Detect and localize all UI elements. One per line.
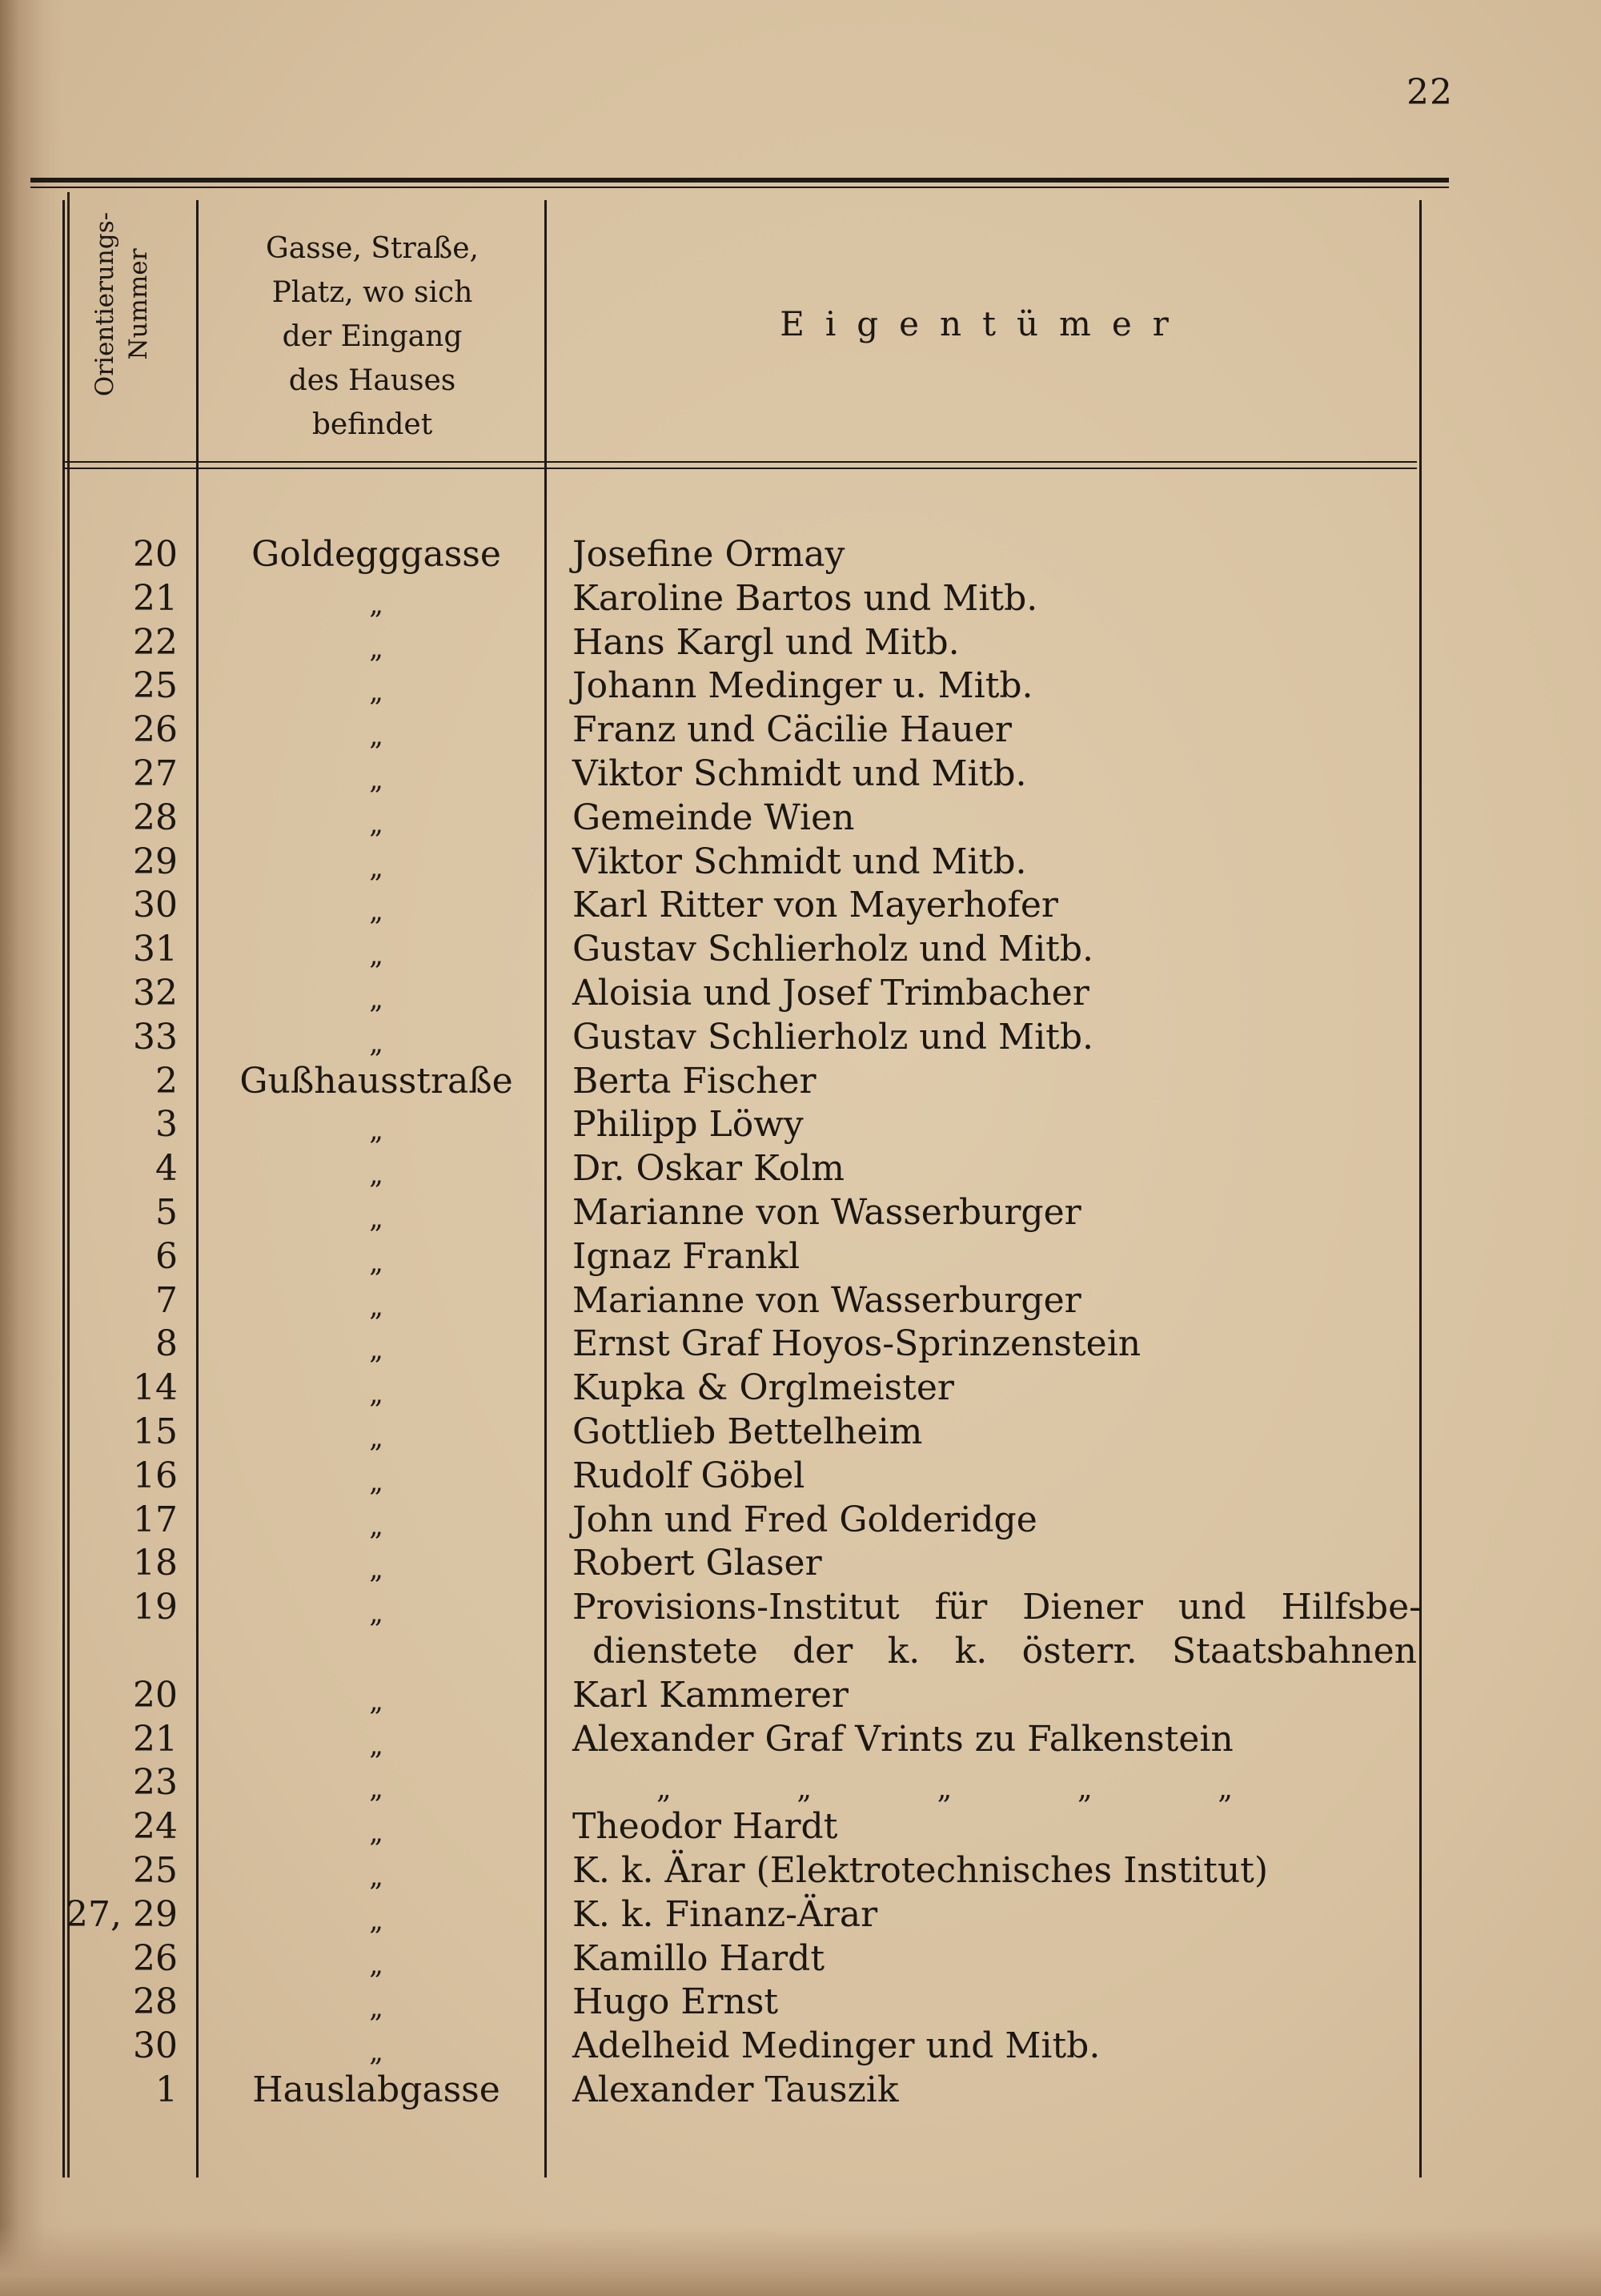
top-rule-thick: [30, 178, 1449, 183]
table-row: [0, 1717, 1601, 1761]
owner-ditto-mark: „: [1218, 1772, 1233, 1806]
header-rule-lower: [62, 468, 1417, 469]
header-number: [88, 192, 155, 416]
owner-name: John und Fred Golderidge: [572, 1499, 1037, 1540]
table-row: [0, 1234, 1601, 1278]
street-ditto-mark: „: [369, 1684, 383, 1717]
orientation-number: 27, 29: [66, 1893, 178, 1935]
orientation-number: 19: [133, 1587, 178, 1628]
table-row: [0, 708, 1601, 752]
table-row: [0, 1673, 1601, 1717]
owner-name: Aloisia und Josef Trimbacher: [572, 973, 1089, 1014]
orientation-number: 25: [133, 665, 178, 707]
orientation-number: 29: [133, 841, 178, 882]
table-row-continuation: [0, 1629, 1601, 1673]
street-ditto-mark: „: [369, 1728, 383, 1761]
orientation-number: 24: [133, 1806, 178, 1848]
owner-name: Franz und Cäcilie Hauer: [572, 709, 1012, 751]
table-row: [0, 664, 1601, 708]
orientation-number: 31: [133, 929, 178, 970]
street-ditto-mark: „: [369, 1553, 383, 1586]
orientation-number: 22: [133, 621, 178, 663]
header-number-line-2: Nummer: [124, 248, 153, 360]
table-row: [0, 1454, 1601, 1498]
orientation-number: 7: [155, 1279, 178, 1321]
table-row: [0, 1059, 1601, 1103]
orientation-number: 16: [133, 1455, 178, 1496]
header-street-line-2: Platz, wo sich: [271, 276, 473, 309]
owner-name: Ignaz Frankl: [572, 1235, 800, 1277]
header-street-line-5: befindet: [311, 408, 433, 441]
owner-name: Philipp Löwy: [572, 1104, 804, 1146]
table-row: [0, 1322, 1601, 1366]
orientation-number: 21: [133, 1718, 178, 1760]
street-ditto-mark: „: [369, 1290, 383, 1323]
orientation-number: 26: [133, 1937, 178, 1979]
table-row: [0, 752, 1601, 796]
owner-name: Dr. Oskar Kolm: [572, 1148, 845, 1190]
table-row: [0, 1278, 1601, 1323]
orientation-number: 15: [133, 1411, 178, 1452]
owner-name: Berta Fischer: [572, 1060, 817, 1102]
street-ditto-mark: „: [369, 851, 383, 884]
owner-ditto-mark: „: [656, 1772, 672, 1806]
page-bottom-edge: [0, 2226, 1601, 2296]
owner-name: Hugo Ernst: [572, 1981, 779, 2023]
table-row: [0, 927, 1601, 971]
table-row: [0, 620, 1601, 664]
table-row: [0, 1980, 1601, 2024]
owner-name: Alexander Graf Vrints zu Falkenstein: [572, 1718, 1234, 1760]
table-row: [0, 1893, 1601, 1937]
table-row: [0, 1937, 1601, 1981]
orientation-number: 28: [133, 1981, 178, 2023]
table-row: [0, 532, 1601, 576]
table-row: [0, 1146, 1601, 1190]
orientation-number: 28: [133, 797, 178, 838]
table-row: [0, 1015, 1601, 1059]
table-row: [0, 576, 1601, 620]
owner-ditto-mark: „: [796, 1772, 812, 1806]
orientation-number: 17: [133, 1499, 178, 1540]
orientation-number: 3: [155, 1104, 178, 1146]
owner-name: Karl Ritter von Mayerhofer: [572, 885, 1058, 926]
owner-name: Hans Kargl und Mitb.: [572, 621, 960, 663]
header-street-line-1: Gasse, Straße,: [266, 232, 479, 265]
street-ditto-mark: „: [369, 1992, 383, 2025]
table-row: [0, 1410, 1601, 1454]
owner-name: Gemeinde Wien: [572, 797, 855, 838]
orientation-number: 32: [133, 973, 178, 1014]
street-ditto-mark: „: [369, 1904, 383, 1937]
street-name: Hauslabgasse: [252, 2069, 500, 2110]
table-row: [0, 1804, 1601, 1848]
owner-name: Gustav Schlierholz und Mitb.: [572, 1016, 1094, 1058]
street-ditto-mark: „: [369, 1422, 383, 1454]
street-ditto-mark: „: [369, 588, 383, 620]
owner-name: Viktor Schmidt und Mitb.: [572, 841, 1027, 882]
table-row: [0, 796, 1601, 840]
orientation-number: 6: [155, 1235, 178, 1277]
orientation-number: 30: [133, 885, 178, 926]
street-name: Gußhausstraße: [239, 1060, 513, 1102]
owner-ditto-mark: „: [937, 1772, 953, 1806]
table-row: [0, 1366, 1601, 1410]
owner-name: Rudolf Göbel: [572, 1455, 805, 1496]
header-street: [200, 227, 544, 447]
owner-name: K. k. Ärar (Elektrotechnisches Institut): [572, 1850, 1268, 1891]
street-ditto-mark: „: [369, 720, 383, 753]
owner-name: Josefine Ormay: [572, 534, 845, 575]
table-row: [0, 1190, 1601, 1234]
owner-name: Gottlieb Bettelheim: [572, 1411, 923, 1452]
orientation-number: 14: [133, 1367, 178, 1409]
street-ditto-mark: „: [369, 807, 383, 840]
orientation-number: 21: [133, 577, 178, 619]
owner-name: Theodor Hardt: [572, 1806, 838, 1848]
street-ditto-mark: „: [369, 1509, 383, 1542]
street-ditto-mark: „: [369, 1246, 383, 1278]
orientation-number: 26: [133, 709, 178, 751]
street-ditto-mark: „: [369, 1114, 383, 1147]
owner-name: Provisions-Institut für Diener und Hilfsbe-: [572, 1587, 1421, 1628]
street-ditto-mark: „: [369, 1772, 383, 1805]
owner-name: Marianne von Wasserburger: [572, 1192, 1081, 1233]
street-ditto-mark: „: [369, 1860, 383, 1893]
orientation-number: 8: [155, 1323, 178, 1365]
street-ditto-mark: „: [369, 764, 383, 796]
table-row: [0, 840, 1601, 884]
top-rule-thin: [30, 187, 1449, 188]
owner-name: Kupka & Orglmeister: [572, 1367, 954, 1409]
header-rule-upper: [62, 461, 1417, 463]
header-number-line-1: Orientierungs-: [90, 211, 119, 397]
street-ditto-mark: „: [369, 1026, 383, 1059]
orientation-number: 30: [133, 2025, 178, 2067]
owner-name: K. k. Finanz-Ärar: [572, 1893, 878, 1935]
street-ditto-mark: „: [369, 939, 383, 972]
owner-ditto-mark: „: [1077, 1772, 1093, 1806]
table-row: [0, 1498, 1601, 1542]
header-owner: Eigentümer: [780, 304, 1190, 343]
table-row: [0, 2024, 1601, 2068]
table-row: [0, 1760, 1601, 1804]
owner-name: Kamillo Hardt: [572, 1937, 825, 1979]
orientation-number: 5: [155, 1192, 178, 1233]
street-ditto-mark: „: [369, 1158, 383, 1191]
owner-name: Karoline Bartos und Mitb.: [572, 577, 1038, 619]
orientation-number: 4: [155, 1148, 178, 1190]
street-ditto-mark: „: [369, 1378, 383, 1411]
owner-name: Alexander Tauszik: [572, 2069, 899, 2110]
owner-name: Ernst Graf Hoyos-Sprinzenstein: [572, 1323, 1142, 1365]
orientation-number: 20: [133, 1674, 178, 1716]
table-row: [0, 1585, 1601, 1629]
orientation-number: 27: [133, 753, 178, 794]
table-row: [0, 1541, 1601, 1585]
owner-name: Robert Glaser: [572, 1543, 822, 1584]
street-ditto-mark: „: [369, 676, 383, 708]
orientation-number: 20: [133, 534, 178, 575]
owner-name: Karl Kammerer: [572, 1674, 849, 1716]
orientation-number: 25: [133, 1850, 178, 1891]
table-row: [0, 883, 1601, 927]
owner-name: Gustav Schlierholz und Mitb.: [572, 929, 1094, 970]
orientation-number: 23: [133, 1762, 178, 1804]
table-row: [0, 971, 1601, 1015]
street-ditto-mark: „: [369, 1948, 383, 1981]
header-street-line-3: der Eingang: [282, 320, 463, 353]
owner-name: Johann Medinger u. Mitb.: [572, 665, 1033, 707]
street-ditto-mark: „: [369, 1465, 383, 1498]
orientation-number: 33: [133, 1016, 178, 1058]
orientation-number: 18: [133, 1543, 178, 1584]
owner-name: Viktor Schmidt und Mitb.: [572, 753, 1027, 794]
street-ditto-mark: „: [369, 632, 383, 664]
street-ditto-mark: „: [369, 1597, 383, 1630]
owner-name: Adelheid Medinger und Mitb.: [572, 2025, 1101, 2067]
owner-name-continuation: dienstete der k. k. österr. Staatsbahnen: [592, 1631, 1417, 1672]
table-row: [0, 2068, 1601, 2112]
street-ditto-mark: „: [369, 983, 383, 1015]
street-ditto-mark: „: [369, 1202, 383, 1234]
table-row: [0, 1102, 1601, 1146]
orientation-number: 1: [155, 2069, 178, 2110]
orientation-number: 2: [155, 1060, 178, 1102]
street-ditto-mark: „: [369, 1816, 383, 1849]
owner-name: Marianne von Wasserburger: [572, 1279, 1081, 1321]
header-street-line-4: des Hauses: [288, 364, 456, 397]
street-name: Goldegggasse: [251, 534, 501, 575]
table-row: [0, 1848, 1601, 1893]
street-ditto-mark: „: [369, 895, 383, 928]
page-number: 22: [1406, 72, 1453, 113]
street-ditto-mark: „: [369, 1334, 383, 1367]
street-ditto-mark: „: [369, 2036, 383, 2069]
